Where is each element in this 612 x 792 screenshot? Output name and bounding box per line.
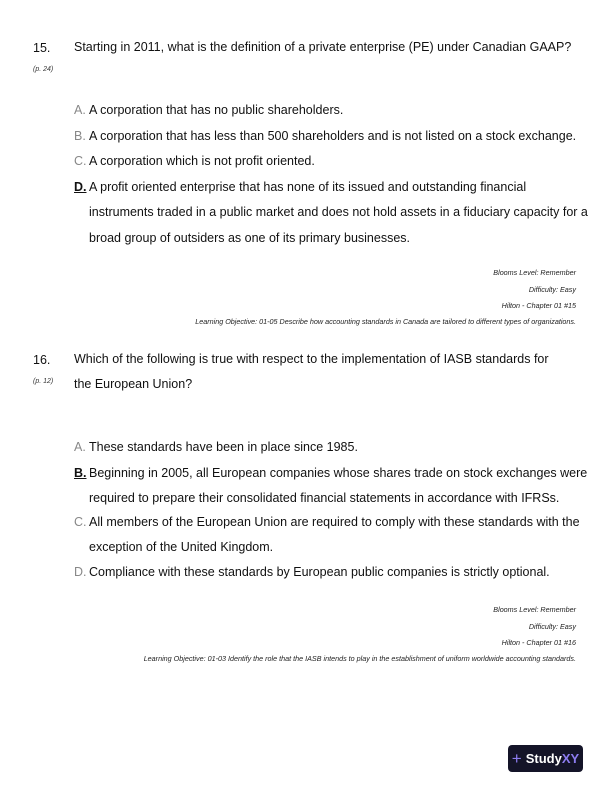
- studyxy-logo[interactable]: [508, 745, 583, 772]
- answer-text: A corporation which is not profit oriented.: [89, 154, 315, 168]
- answer-option: [74, 149, 599, 174]
- blooms-level: Blooms Level: Remember: [493, 268, 576, 277]
- answer-text: These standards have been in place since 1985.: [89, 440, 358, 454]
- answer-label: D.: [74, 565, 87, 579]
- page-reference: (p. 12): [33, 378, 54, 385]
- chapter-ref: Hilton - Chapter 01 #15: [501, 301, 576, 310]
- answer-text: A profit oriented enterprise that has none of its issued and outstanding financial instruments traded in a public market and does not hold assets in a fiduciary capacity for a broad group of outsiders as one of its primary businesses.: [89, 180, 588, 245]
- question-number: 16.: [33, 353, 51, 367]
- answer-label: B.: [74, 466, 87, 480]
- answer-label: A.: [74, 440, 86, 454]
- question-text: Which of the following is true with respect to the implementation of IASB standards for the European Union?: [74, 352, 549, 391]
- answer-label: D.: [74, 180, 87, 194]
- logo-text: StudyXY: [525, 751, 580, 766]
- chapter-ref: Hilton - Chapter 01 #16: [501, 638, 576, 647]
- answer-text: A corporation that has less than 500 shareholders and is not listed on a stock exchange.: [89, 129, 577, 143]
- answer-option: [74, 98, 599, 123]
- answer-label: C.: [74, 154, 87, 168]
- answer-text: Beginning in 2005, all European companies whose shares trade on stock exchanges were required to prepare their consolidated financial statements in accordance with IFRSs.: [89, 466, 588, 506]
- page-reference: (p. 24): [33, 66, 54, 73]
- answer-option: [74, 435, 599, 460]
- answer-text: Compliance with these standards by European public companies is strictly optional.: [89, 565, 550, 579]
- learning-objective: Learning Objective: 01-05 Describe how accounting standards in Canada are tailored to different types of organizations.: [195, 317, 576, 326]
- blooms-level: Blooms Level: Remember: [493, 605, 576, 614]
- question-text: Starting in 2011, what is the definition of a private enterprise (PE) under Canadian GAAP?: [74, 40, 572, 54]
- answer-option: [74, 124, 599, 149]
- answer-label: C.: [74, 515, 87, 529]
- answer-label: B.: [74, 129, 86, 143]
- plus-icon: +: [511, 749, 522, 768]
- answer-text: All members of the European Union are required to comply with these standards with the exception of the United Kingdom.: [89, 515, 580, 555]
- answer-option: [74, 560, 599, 585]
- question-number: 15.: [33, 41, 51, 55]
- learning-objective: Learning Objective: 01-03 Identify the role that the IASB intends to play in the establishment of uniform worldwide accounting standards.: [143, 654, 576, 663]
- answer-text: A corporation that has no public shareholders.: [89, 103, 344, 117]
- answer-label: A.: [74, 103, 86, 117]
- difficulty: Difficulty: Easy: [528, 622, 576, 631]
- answer-option-correct: [74, 175, 589, 251]
- answer-option: [74, 510, 589, 561]
- answer-option-correct: [74, 461, 589, 512]
- difficulty: Difficulty: Easy: [528, 285, 576, 294]
